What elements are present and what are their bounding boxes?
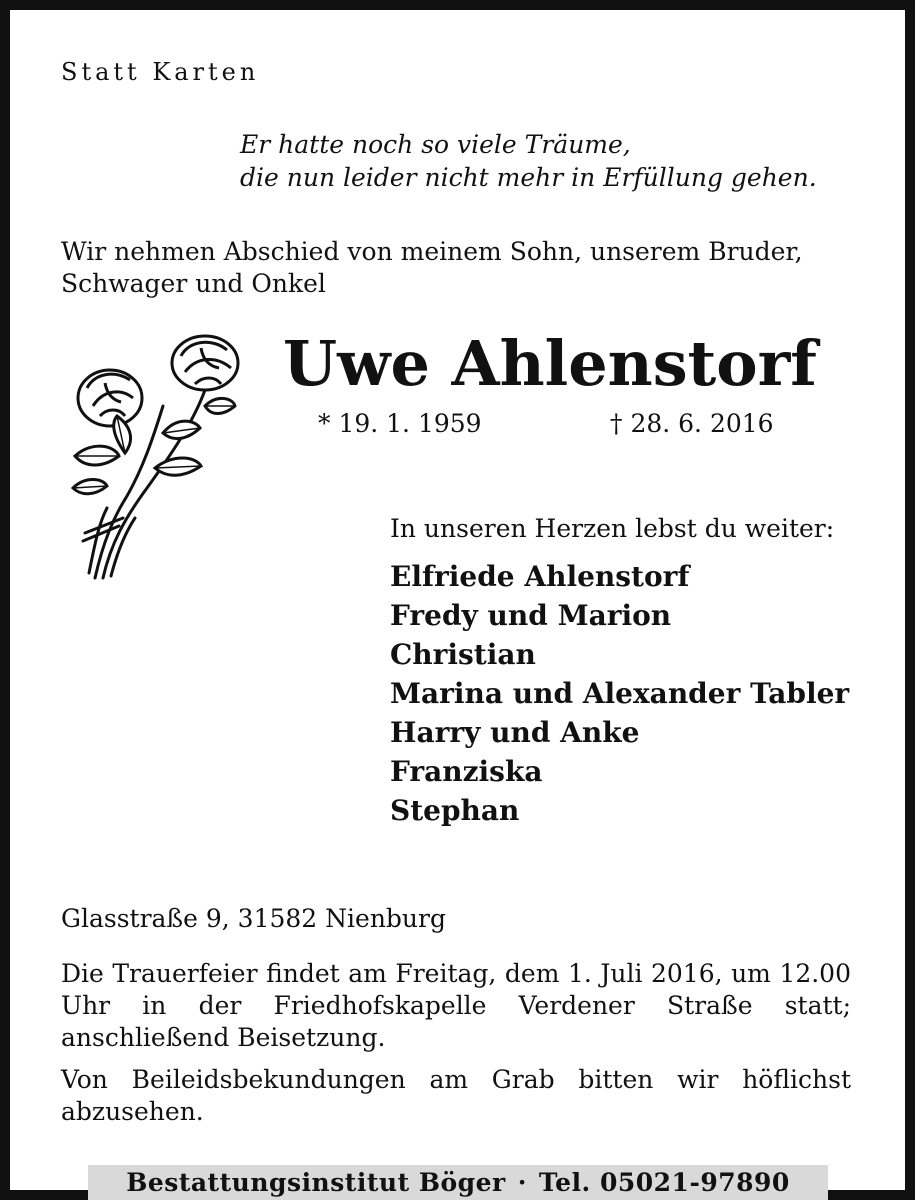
- quote-line-1: Er hatte noch so viele Träume,: [240, 130, 631, 159]
- memorial-quote: [240, 128, 817, 194]
- birth-date: * 19. 1. 1959: [318, 409, 482, 438]
- undertaker-footer: [88, 1165, 828, 1200]
- farewell-intro: Wir nehmen Abschied von meinem Sohn, unserem Bruder, Schwager und Onkel: [61, 237, 803, 298]
- statt-karten-label: Statt Karten: [61, 58, 260, 86]
- mourner-name: Marina und Alexander Tabler: [390, 677, 850, 710]
- mourner-name: Elfriede Ahlenstorf: [390, 560, 690, 593]
- ceremony-details: Die Trauerfeier findet am Freitag, dem 1. Juli 2016, um 12.00 Uhr in der Friedhofskapelle Verdener Straße statt; anschließend Beisetzung.: [61, 959, 851, 1052]
- deceased-name: Uwe Ahlenstorf: [283, 327, 817, 400]
- family-address: Glasstraße 9, 31582 Nienburg: [61, 904, 446, 933]
- mourner-name: Stephan: [390, 794, 520, 827]
- footer-separator: ·: [517, 1168, 527, 1197]
- undertaker-name: Bestattungsinstitut Böger: [126, 1168, 506, 1197]
- mourner-name: Fredy und Marion: [390, 599, 672, 632]
- mourners-list: [390, 557, 849, 830]
- quote-line-2: die nun leider nicht mehr in Erfüllung gehen.: [240, 163, 817, 192]
- condolence-note: Von Beileidsbekundungen am Grab bitten wir höflichst abzusehen.: [61, 1065, 851, 1126]
- mourners-intro: In unseren Herzen lebst du weiter:: [390, 514, 835, 543]
- mourner-name: Franziska: [390, 755, 543, 788]
- roses-icon: [55, 328, 250, 583]
- death-date: † 28. 6. 2016: [610, 409, 774, 438]
- mourner-name: Christian: [390, 638, 536, 671]
- undertaker-phone: Tel. 05021-97890: [538, 1168, 790, 1197]
- mourner-name: Harry und Anke: [390, 716, 640, 749]
